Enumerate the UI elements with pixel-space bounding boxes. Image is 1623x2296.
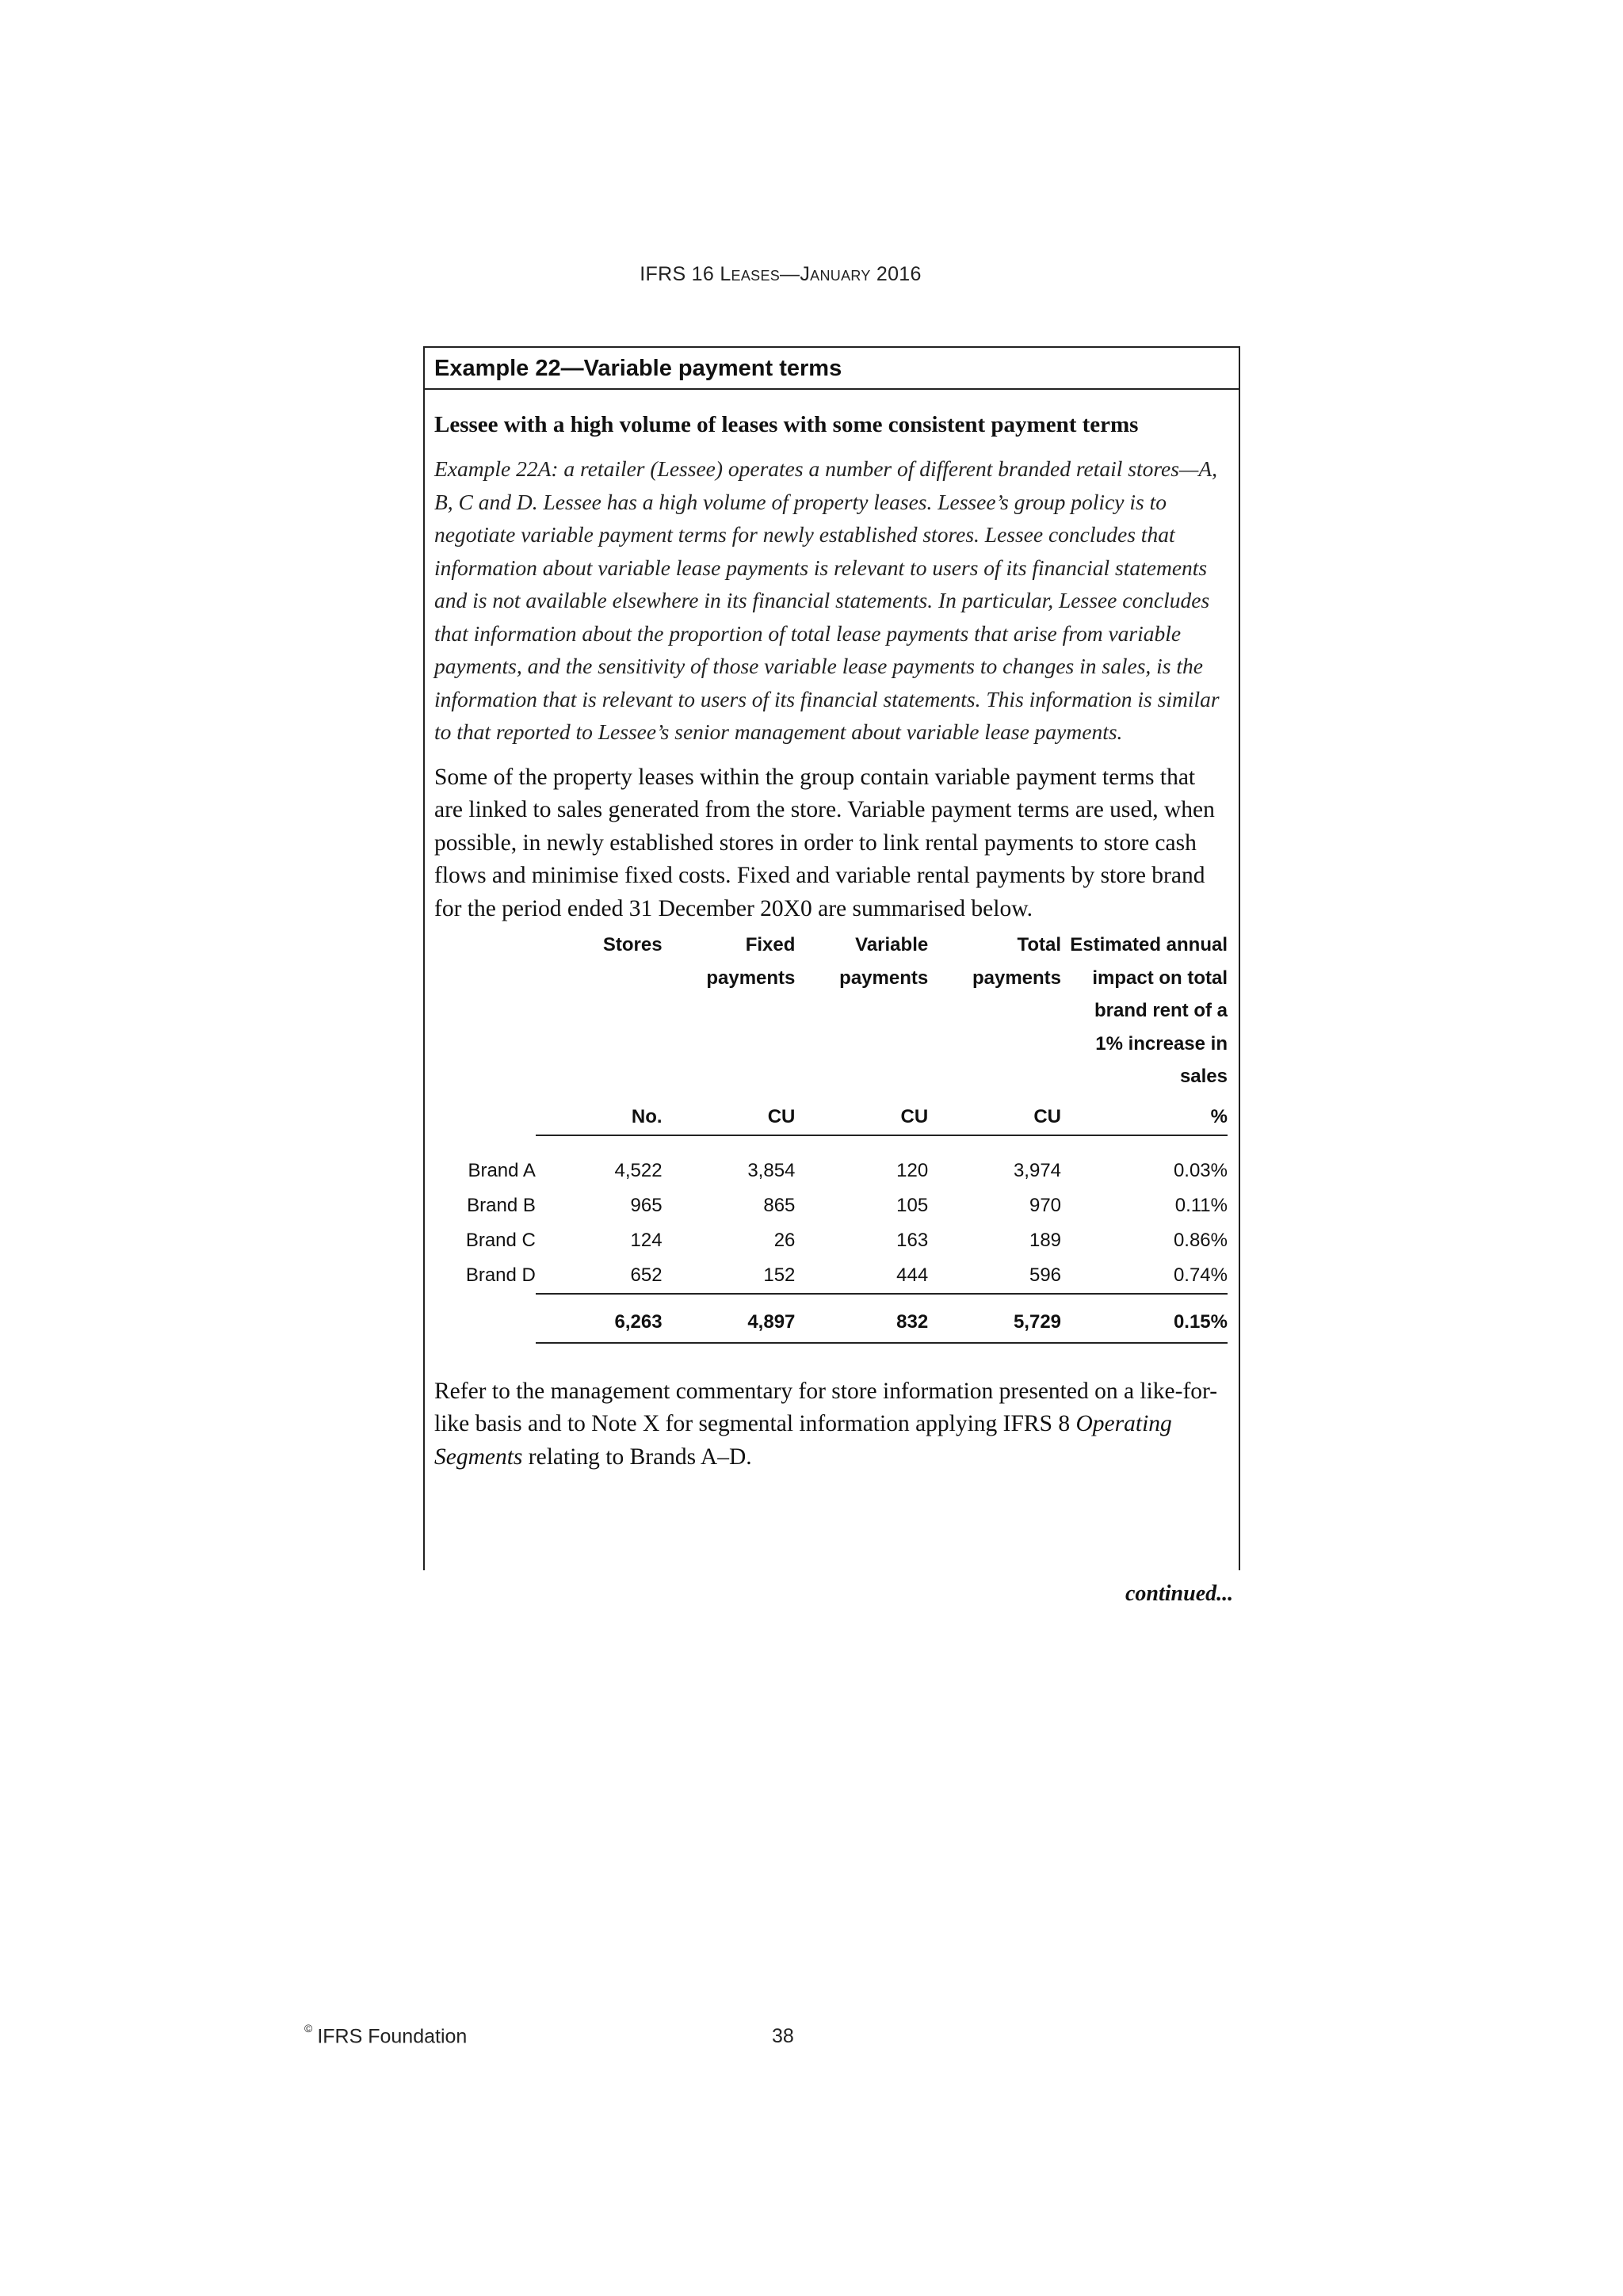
table-row (434, 1154, 1228, 1188)
table-cell: 965 (630, 1194, 663, 1216)
closing-text-start: Refer to the management commentary for store information presented on a like-for-like basis and to Note X for segmental information applying IFRS 8 (434, 1378, 1218, 1436)
table-cell: 0.11% (1174, 1194, 1228, 1216)
table-cell: 152 (663, 1258, 796, 1294)
table-header-cell: brand rent of a (1094, 1000, 1228, 1021)
footer-organization: IFRS Foundation (317, 2025, 468, 2048)
row-label: Brand C (465, 1229, 536, 1251)
example-box (423, 346, 1240, 1570)
table-cell: 652 (536, 1258, 663, 1294)
example-subheading: Lessee with a high volume of leases with some consistent payment terms (434, 412, 1139, 437)
running-header-suffix: 2016 (870, 263, 922, 285)
total-cell: 832 (795, 1302, 928, 1343)
table-header-cell (928, 1060, 1061, 1093)
running-header-prefix: IFRS 16 (640, 263, 720, 285)
closing-text-italic: Operating Segments (434, 1411, 1172, 1470)
table-cell: 0.86% (1173, 1229, 1228, 1251)
table-header-cell (434, 994, 536, 1028)
table-cell: 120 (896, 1159, 929, 1181)
running-header-smallcaps: Leases—January (720, 263, 871, 285)
footer-copyright (304, 2022, 468, 2048)
total-label (434, 1302, 536, 1343)
table-header-cell (536, 962, 663, 995)
table-total-row (434, 1302, 1228, 1343)
table-header-cell (536, 994, 663, 1028)
table-header-row (434, 1060, 1228, 1093)
example-intro: Example 22A: a retailer (Lessee) operates a number of different branded retail stores—A, B, C and D. Lessee has a high volume of property leases. Lessee’s group policy is to negotiate variable payment terms for newly established stores. Lessee concludes that information about variable lease payments is relevant to users of its financial statements and is not available elsewhere in its financial statements. In particular, Lessee concludes that information about the proportion of total lease payments that arise from variable payments, and the sensitivity of those variable lease payments to changes in sales, is the information that is relevant to users of its financial statements. This information is similar to that reported to Lessee’s senior management about variable lease payments. (434, 456, 1220, 744)
table-header-cell: Estimated annual (1070, 934, 1228, 955)
example-body: Some of the property leases within the group contain variable payment terms that are linked to sales generated from the store. Variable payment terms are used, when possible, in newly established stores in order to link rental payments to store cash flows and minimise fixed costs. Fixed and variable rental payments by store brand for the period ended 31 December 20X0 are summarised below. (434, 764, 1215, 921)
table-header-cell: impact on total (1092, 967, 1228, 989)
continued-label: continued... (1125, 1581, 1234, 1606)
table-units-cell: No. (536, 1093, 663, 1135)
table-header-cell: Fixed (745, 934, 796, 955)
table-cell: 0.03% (1173, 1159, 1228, 1181)
table-units-cell: % (1061, 1093, 1228, 1135)
table-header-cell: Total (1017, 934, 1062, 955)
table-units-cell: CU (928, 1093, 1061, 1135)
table-header-cell: sales (1179, 1066, 1228, 1087)
table-header-cell: payments (972, 967, 1062, 989)
table-header-cell (795, 1060, 928, 1093)
table-header-cell (434, 1060, 536, 1093)
table-header-cell: payments (839, 967, 929, 989)
table-header-row (434, 962, 1228, 995)
table-cell: 26 (773, 1229, 796, 1251)
table-cell: 4,522 (614, 1159, 663, 1181)
table-header-row (434, 994, 1228, 1028)
example-content (425, 409, 1239, 1474)
copyright-symbol: © (304, 2022, 313, 2035)
table-header-cell (434, 929, 536, 962)
total-cell: 5,729 (928, 1302, 1061, 1343)
table-cell: 970 (1029, 1194, 1062, 1216)
table-cell: 596 (928, 1258, 1061, 1294)
table-row (434, 1188, 1228, 1223)
table-header-cell (434, 1028, 536, 1061)
table-header-cell (663, 1060, 796, 1093)
table-header-cell: payments (706, 967, 796, 989)
table-cell: 3,974 (1013, 1159, 1062, 1181)
table-units-cell: CU (795, 1093, 928, 1135)
example-title: Example 22—Variable payment terms (425, 348, 1239, 390)
table-header-row (434, 1028, 1228, 1061)
table-header-cell: 1% increase in (1095, 1032, 1228, 1055)
row-label: Brand B (467, 1194, 536, 1216)
payments-table (434, 929, 1228, 1344)
total-cell: 6,263 (536, 1302, 663, 1343)
table-row (434, 1258, 1228, 1294)
table-cell: 124 (630, 1229, 663, 1251)
total-cell: 4,897 (663, 1302, 796, 1343)
table-header-cell (928, 1028, 1061, 1061)
example-closing-paragraph (434, 1375, 1228, 1474)
table-cell: 163 (896, 1229, 929, 1251)
running-header (0, 263, 1561, 286)
table-cell: 865 (763, 1194, 796, 1216)
table-header-cell (795, 994, 928, 1028)
closing-text-end: relating to Brands A–D. (522, 1444, 752, 1470)
table-header-row (434, 929, 1228, 962)
table-header-cell: Variable (855, 934, 929, 955)
table-header-cell (536, 1028, 663, 1061)
table-cell: 189 (1029, 1229, 1062, 1251)
table-cell: 105 (896, 1194, 929, 1216)
table-units-row (434, 1093, 1228, 1135)
table-header-cell (663, 994, 796, 1028)
table-header-cell (434, 962, 536, 995)
table-cell: 3,854 (747, 1159, 796, 1181)
row-label: Brand A (468, 1159, 536, 1181)
table-cell: 444 (795, 1258, 928, 1294)
table-header-cell: Stores (602, 934, 663, 955)
table-cell: 0.74% (1061, 1258, 1228, 1294)
row-label: Brand D (465, 1264, 536, 1286)
table-units-cell: CU (663, 1093, 796, 1135)
table-row (434, 1223, 1228, 1258)
table-header-cell (663, 1028, 796, 1061)
table-header-cell (928, 994, 1061, 1028)
table-header-cell (536, 1060, 663, 1093)
table-units-cell (434, 1093, 536, 1135)
table-header-cell (795, 1028, 928, 1061)
total-cell: 0.15% (1061, 1302, 1228, 1343)
page-number: 38 (772, 2025, 794, 2047)
